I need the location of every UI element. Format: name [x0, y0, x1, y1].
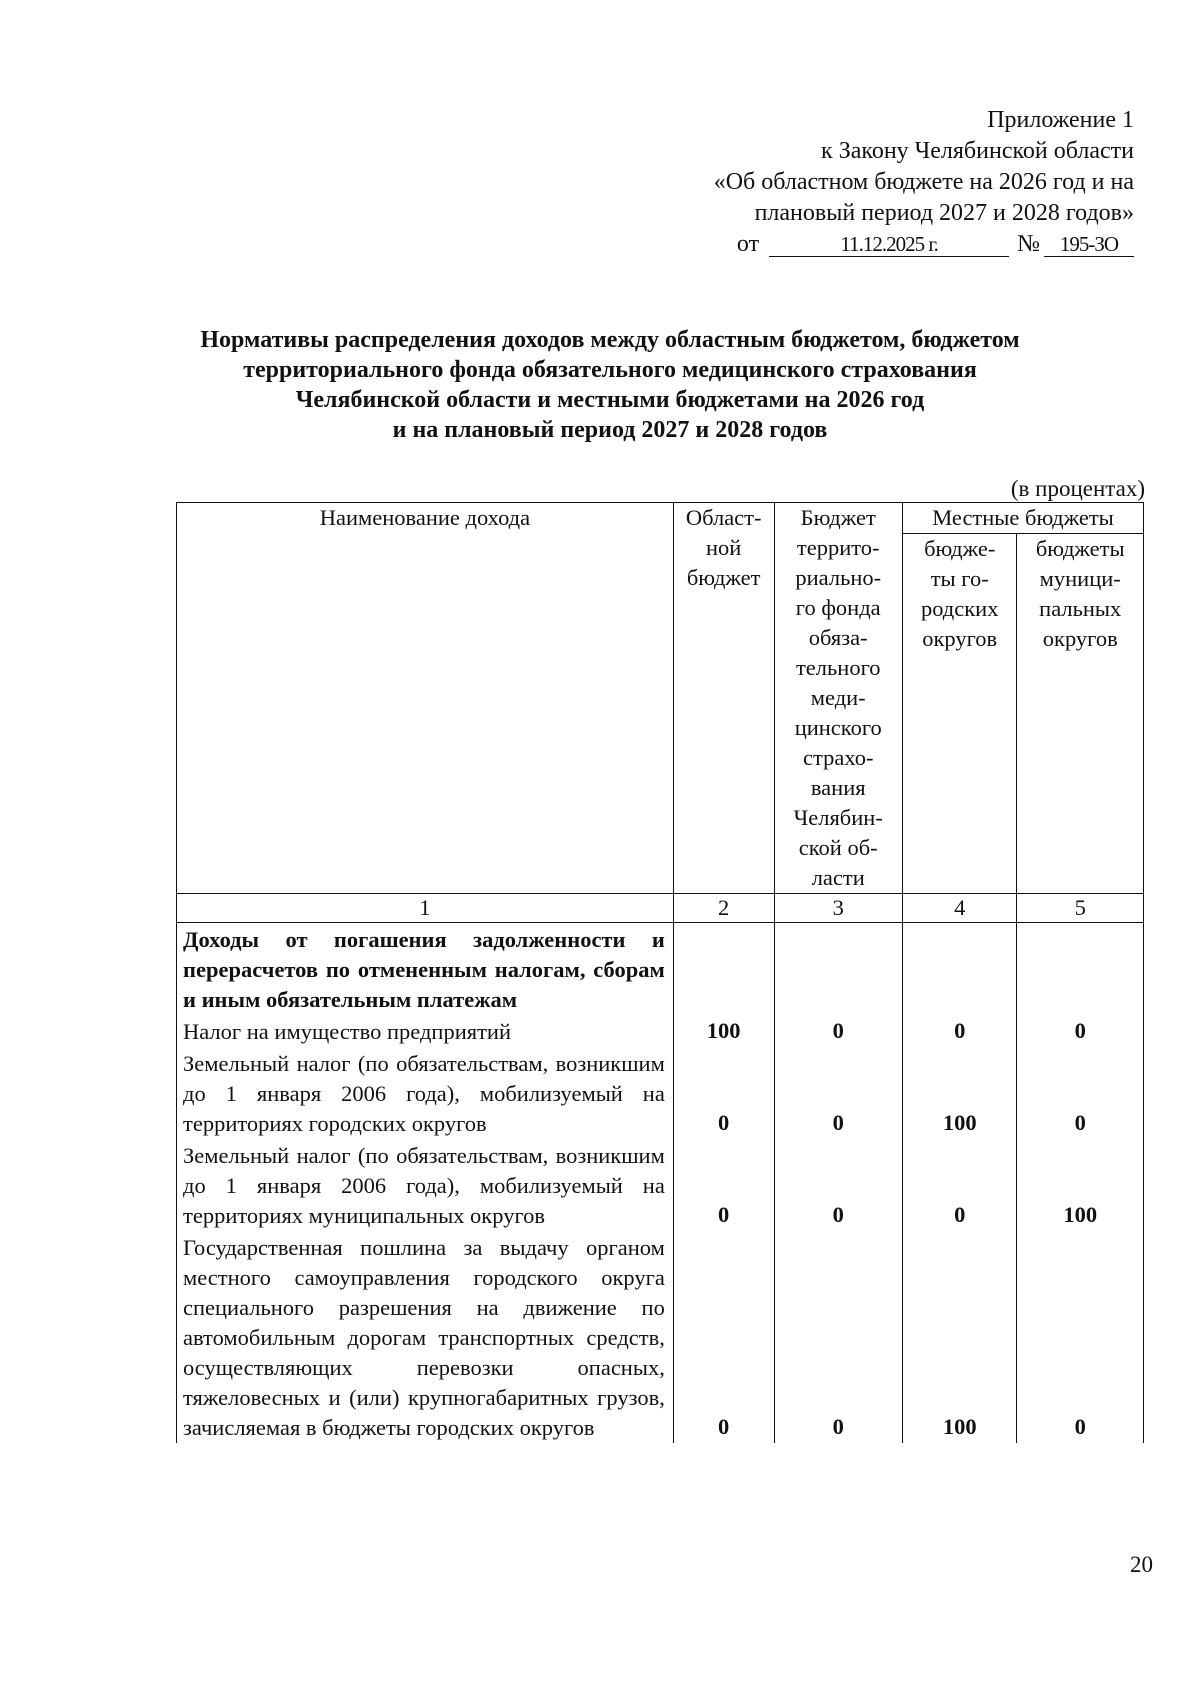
- header-city-line: ты го-: [930, 566, 989, 591]
- title-line-4: и на плановый период 2027 и 2028 годов: [392, 417, 828, 443]
- law-number: 195-ЗО: [1044, 232, 1134, 257]
- appendix-line-2: к Закону Челябинской области: [821, 138, 1134, 164]
- header-tfoms-line: страхо-: [803, 745, 874, 770]
- units-note: (в процентах): [1010, 476, 1145, 501]
- header-tfoms-budget: [774, 503, 902, 894]
- column-number: 2: [673, 894, 774, 923]
- header-tfoms-line: меди-: [810, 685, 866, 710]
- appendix-line-3: «Об областном бюджете на 2026 год и на: [713, 169, 1134, 195]
- header-income-name: Наименование дохода: [177, 503, 674, 894]
- header-regional-line: бюджет: [686, 565, 761, 590]
- value-municipal: 0: [1017, 1015, 1144, 1047]
- column-number: 4: [902, 894, 1017, 923]
- value-tfoms: 0: [774, 1047, 902, 1139]
- value-tfoms: 0: [774, 1231, 902, 1443]
- column-number: 1: [177, 894, 674, 923]
- appendix-line-1: Приложение 1: [987, 107, 1134, 133]
- table-row: [177, 1047, 1144, 1139]
- value-tfoms: 0: [774, 1139, 902, 1231]
- value-regional: 0: [673, 1231, 774, 1443]
- title-line-2: территориального фонда обязательного медицинского страхования: [243, 357, 977, 383]
- header-tfoms-line: ласти: [811, 865, 865, 890]
- law-date: 11.12.2025 г.: [769, 232, 1009, 257]
- header-tfoms-line: ской об-: [798, 835, 878, 860]
- value-city: 0: [902, 1015, 1017, 1047]
- page-number: 20: [1130, 1552, 1153, 1577]
- document-title: [170, 325, 1050, 445]
- column-number: 3: [774, 894, 902, 923]
- value-regional: 100: [673, 1015, 774, 1047]
- header-tfoms-line: Бюджет: [800, 505, 876, 530]
- income-name: Земельный налог (по обязательствам, возникшим до 1 января 2006 года), мобилизуемый на территориях городских округов: [177, 1047, 674, 1139]
- header-tfoms-line: риально-: [795, 565, 882, 590]
- header-tfoms-line: цинского: [794, 715, 882, 740]
- title-line-3: Челябинской области и местными бюджетами на 2026 год: [295, 387, 925, 413]
- number-prefix: №: [1017, 231, 1040, 257]
- section-row: [177, 923, 1144, 1016]
- date-prefix: от: [736, 231, 760, 257]
- section-title: Доходы от погашения задолженности и перерасчетов по отмененным налогам, сборам и иным обязательным платежам: [177, 923, 674, 1016]
- header-regional-line: Област-: [685, 505, 762, 530]
- value-city: 100: [902, 1047, 1017, 1139]
- column-number: 5: [1017, 894, 1144, 923]
- table-row: [177, 1139, 1144, 1231]
- header-municipal-line: округов: [1042, 626, 1118, 651]
- value-city: 0: [902, 1139, 1017, 1231]
- appendix-header: [574, 105, 1134, 260]
- value-regional: 0: [673, 1139, 774, 1231]
- header-city-line: родских: [920, 596, 999, 621]
- revenue-distribution-table: [176, 502, 1144, 1443]
- header-city-line: бюдже-: [924, 536, 996, 561]
- table-row: [177, 1231, 1144, 1443]
- header-regional-line: ной: [706, 535, 742, 560]
- header-tfoms-line: тельного: [795, 655, 881, 680]
- value-municipal: 0: [1017, 1231, 1144, 1443]
- value-municipal: 100: [1017, 1139, 1144, 1231]
- value-regional: 0: [673, 1047, 774, 1139]
- header-local-budgets: Местные бюджеты: [902, 503, 1143, 534]
- header-tfoms-line: го фонда: [795, 595, 881, 620]
- title-line-1: Нормативы распределения доходов между областным бюджетом, бюджетом: [200, 327, 1020, 353]
- header-regional-budget: [673, 503, 774, 894]
- income-name: Налог на имущество предприятий: [177, 1015, 674, 1047]
- value-tfoms: 0: [774, 1015, 902, 1047]
- header-municipal-districts: [1017, 534, 1144, 894]
- header-city-line: округов: [922, 626, 998, 651]
- column-number-row: [177, 894, 1144, 923]
- header-municipal-line: пальных: [1039, 596, 1122, 621]
- header-city-districts: [902, 534, 1017, 894]
- header-municipal-line: муници-: [1039, 566, 1121, 591]
- header-tfoms-line: вания: [810, 775, 866, 800]
- appendix-line-4: плановый период 2027 и 2028 годов»: [754, 200, 1134, 226]
- table-row: [177, 1015, 1144, 1047]
- value-city: 100: [902, 1231, 1017, 1443]
- law-signature-line: [574, 229, 1134, 260]
- header-tfoms-line: Челябин-: [793, 805, 883, 830]
- header-tfoms-line: обяза-: [808, 625, 868, 650]
- income-name: Государственная пошлина за выдачу органом местного самоуправления городского округа специального разрешения на движение по автомобильным дорогам транспортных средств, осуществляющих перевозки опасных, тяжеловесных и (или) крупногабаритных грузов, зачисляемая в бюджеты городских округов: [177, 1231, 674, 1443]
- header-tfoms-line: террито-: [796, 535, 880, 560]
- header-municipal-line: бюджеты: [1035, 536, 1125, 561]
- value-municipal: 0: [1017, 1047, 1144, 1139]
- income-name: Земельный налог (по обязательствам, возникшим до 1 января 2006 года), мобилизуемый на территориях муниципальных округов: [177, 1139, 674, 1231]
